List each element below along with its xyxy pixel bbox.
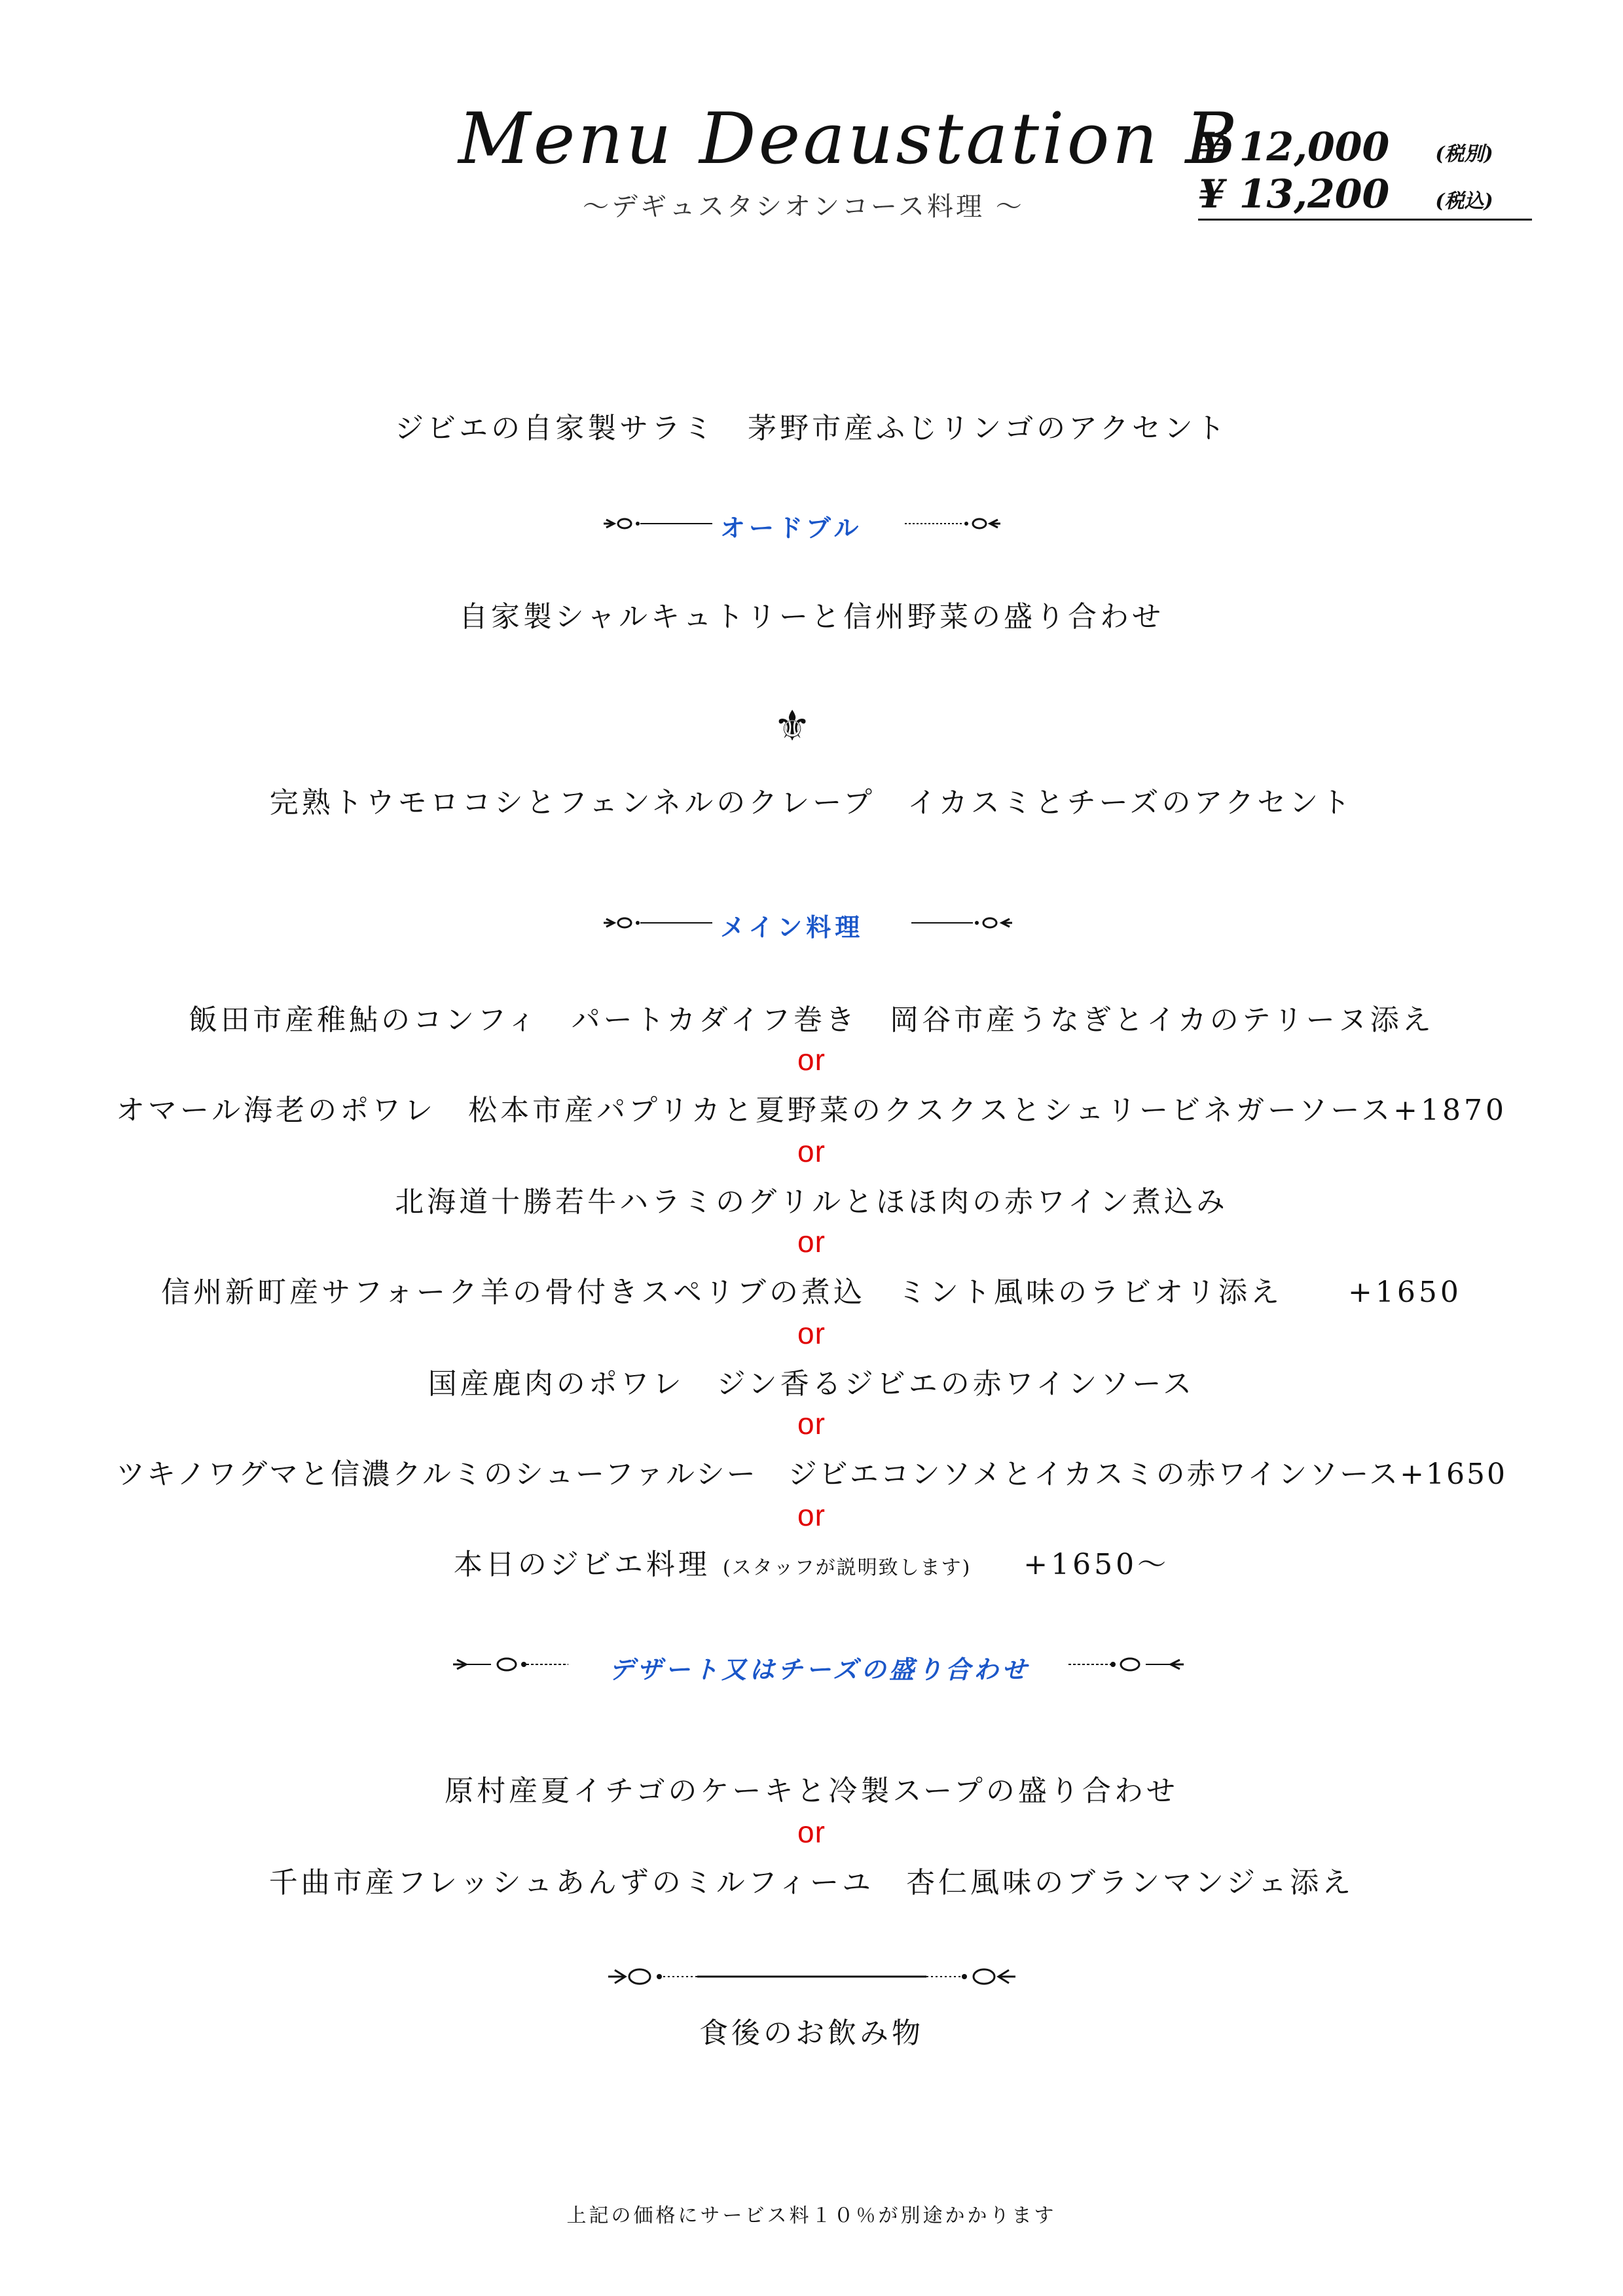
or-separator: or [797, 1043, 826, 1077]
or-separator: or [797, 1815, 826, 1849]
price-amount: ¥ 13,200 [1198, 171, 1390, 217]
main-item [0, 1450, 1623, 1492]
main-item [0, 1360, 1623, 1402]
or-separator: or [797, 1407, 826, 1441]
scroll-ornament-left-icon [602, 516, 714, 531]
price-tax-label: (税込) [1435, 190, 1493, 213]
fleur-de-lis-icon: ⚜ [773, 702, 811, 751]
main-item-text: ツキノワグマと信濃クルミのシューファルシー ジビエコンソメとイカスミの赤ワインソース [116, 1458, 1400, 1491]
main-item [0, 1178, 1623, 1220]
after-meal-drink: 食後のお飲み物 [699, 2017, 924, 2050]
supplement-price: +1650 [1347, 1276, 1462, 1309]
price-excl-tax [1198, 124, 1493, 170]
main-heading: メイン料理 [720, 913, 864, 942]
dessert-heading-row [452, 1649, 1185, 1684]
amuse-item: ジビエの自家製サラミ 茅野市産ふじリンゴのアクセント [395, 412, 1228, 445]
main-item [0, 1268, 1623, 1310]
or-separator: or [797, 1134, 826, 1168]
supplement-price: +1870 [1393, 1094, 1508, 1127]
price-amount: ¥ 12,000 [1198, 124, 1390, 170]
dessert-item: 千曲市産フレッシュあんずのミルフィーユ 杏仁風味のブランマンジェ添え [268, 1866, 1355, 1899]
main-item [0, 1086, 1623, 1128]
scroll-ornament-left-icon [602, 915, 714, 931]
main-item-text: 本日のジビエ料理 [453, 1548, 710, 1581]
main-item-text: 飯田市産稚鮎のコンフィ パートカダイフ巻き 岡谷市産うなぎとイカのテリーヌ添え [189, 1003, 1434, 1037]
scroll-ornament-right-icon [910, 915, 1015, 931]
supplement-price: +1650〜 [1023, 1548, 1170, 1581]
main-item-text: オマール海老のポワレ 松本市産パプリカと夏野菜のクスクスとシェリービネガーソース [115, 1094, 1394, 1127]
price-tax-label: (税別) [1435, 143, 1493, 166]
menu-subtitle: 〜デギュスタシオンコース料理 〜 [583, 192, 1025, 222]
scroll-ornament-left-icon [452, 1656, 570, 1673]
hors-doeuvre-heading: オードブル [720, 514, 863, 543]
supplement-price: +1650 [1400, 1458, 1507, 1491]
intermediate-item: 完熟トウモロコシとフェンネルのクレープ イカスミとチーズのアクセント [269, 786, 1354, 819]
menu-title: Menu Deaustation B [458, 98, 1240, 180]
main-item-text: 北海道十勝若牛ハラミのグリルとほほ肉の赤ワイン煮込み [395, 1185, 1228, 1219]
or-separator: or [797, 1225, 826, 1259]
main-item-text: 信州新町産サフォーク羊の骨付きスペリブの煮込 ミント風味のラビオリ添え [161, 1276, 1283, 1309]
or-separator: or [797, 1498, 826, 1532]
main-item-note: (スタッフが説明致します) [722, 1556, 972, 1579]
hors-doeuvre-item: 自家製シャルキュトリーと信州野菜の盛り合わせ [458, 600, 1165, 634]
dessert-heading: デザート又はチーズの盛り合わせ [609, 1655, 1030, 1684]
dessert-item: 原村産夏イチゴのケーキと冷製スープの盛り合わせ [445, 1774, 1178, 1808]
main-heading-row [602, 907, 1021, 942]
main-item [0, 1541, 1623, 1583]
price-incl-tax [1198, 171, 1493, 217]
price-underline [1198, 219, 1532, 221]
hors-doeuvre-heading-row [602, 508, 1021, 543]
or-separator: or [797, 1316, 826, 1350]
scroll-ornament-right-icon [903, 516, 1002, 531]
main-item [0, 996, 1623, 1038]
main-item-text: 国産鹿肉のポワレ ジン香るジビエの赤ワインソース [428, 1367, 1195, 1401]
service-charge-note: 上記の価格にサービス料１０％が別途かかります [566, 2204, 1057, 2227]
scroll-ornament-right-icon [1067, 1656, 1185, 1673]
divider-ornament-icon [606, 1964, 1018, 1990]
